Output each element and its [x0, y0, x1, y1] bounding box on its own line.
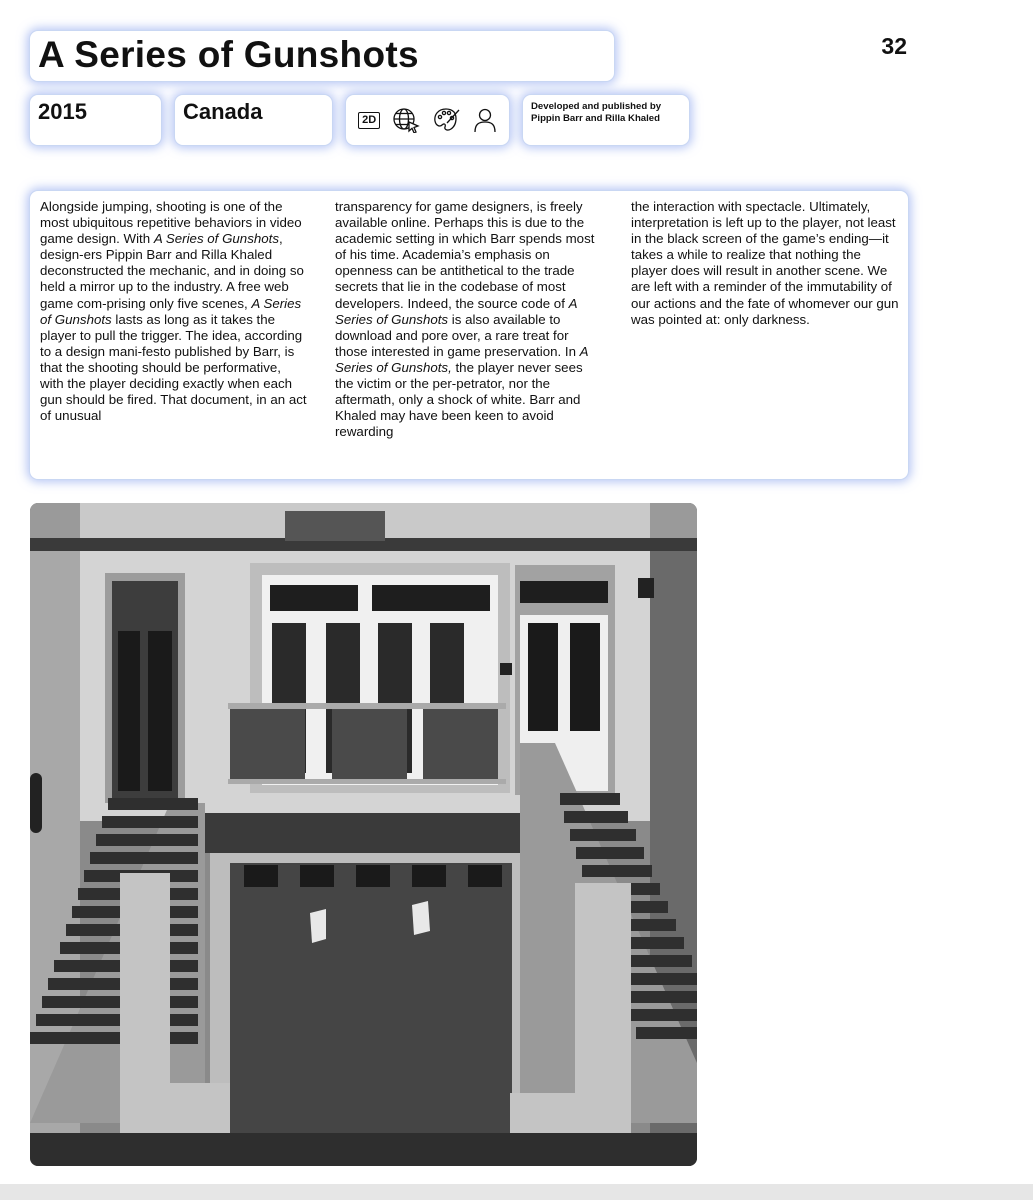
credit-card: [523, 95, 689, 145]
body-text: lasts as long as it takes the player to pull the trigger. The idea, according to a design mani-festo published by Barr, is that the shooting should be performative, with the player deciding exactly when each gun should be fired. That document, in an act of unusual: [40, 311, 307, 424]
text-column-3: [631, 199, 899, 328]
platform-icons-card: [346, 95, 509, 145]
page-bottom-edge: [0, 1184, 1033, 1200]
game-screenshot-illustration: [30, 503, 697, 1166]
article-text-box: [30, 191, 908, 479]
web-globe-icon: [392, 107, 420, 133]
developer-credit: Developed and published by Pippin Barr and Rilla Khaled: [531, 101, 662, 124]
single-player-icon: [473, 107, 497, 133]
year-label: 2015: [38, 99, 87, 124]
body-text: the player never sees the victim or the per-petrator, nor the aftermath, only a shock of white. Barr and Khaled may have been keen to avoid rewarding: [335, 359, 583, 440]
2d-badge-icon: 2D: [358, 112, 380, 129]
art-palette-icon: [433, 107, 461, 133]
game-title-italic: A Series of Gunshots: [335, 295, 577, 327]
page-title: A Series of Gunshots: [38, 34, 419, 75]
body-text: the interaction with spectacle. Ultimately, interpretation is left up to the player, not least in the black screen of the game’s ending—it takes a while to realize that nothing the player does will result in another scene. We are left with a reminder of the immutability of our actions and the fate of whomever our gun was pointed at: only darkness.: [631, 199, 899, 327]
country-label: Canada: [183, 99, 263, 124]
game-title-italic: A Series of Gunshots,: [335, 343, 589, 375]
game-title-italic: A Series of Gunshots: [40, 295, 302, 327]
year-card: [30, 95, 161, 145]
body-text: is also available to download and pore over, a rare treat for those interested in game preservation. In: [335, 311, 580, 359]
page-number: 32: [881, 33, 907, 59]
text-column-2: [335, 199, 603, 440]
body-text: , design-ers Pippin Barr and Rilla Khaled deconstructed the mechanic, and in doing so held a mirror up to the industry. A free web game com-prising only five scenes,: [40, 231, 304, 311]
country-card: [175, 95, 332, 145]
game-title-italic: A Series of Gunshots: [153, 231, 279, 247]
title-card: [30, 31, 614, 81]
body-text: Alongside jumping, shooting is one of the most ubiquitous repetitive behaviors in video game design. With: [40, 199, 302, 247]
body-text: transparency for game designers, is freely available online. Perhaps this is due to the academic setting in which Barr spends most of his time. Academia’s emphasis on openness can be antithetical to the trade secrets that lie in the codebase of most developers. Indeed, the source code of: [335, 199, 595, 311]
text-column-1: [40, 199, 308, 424]
